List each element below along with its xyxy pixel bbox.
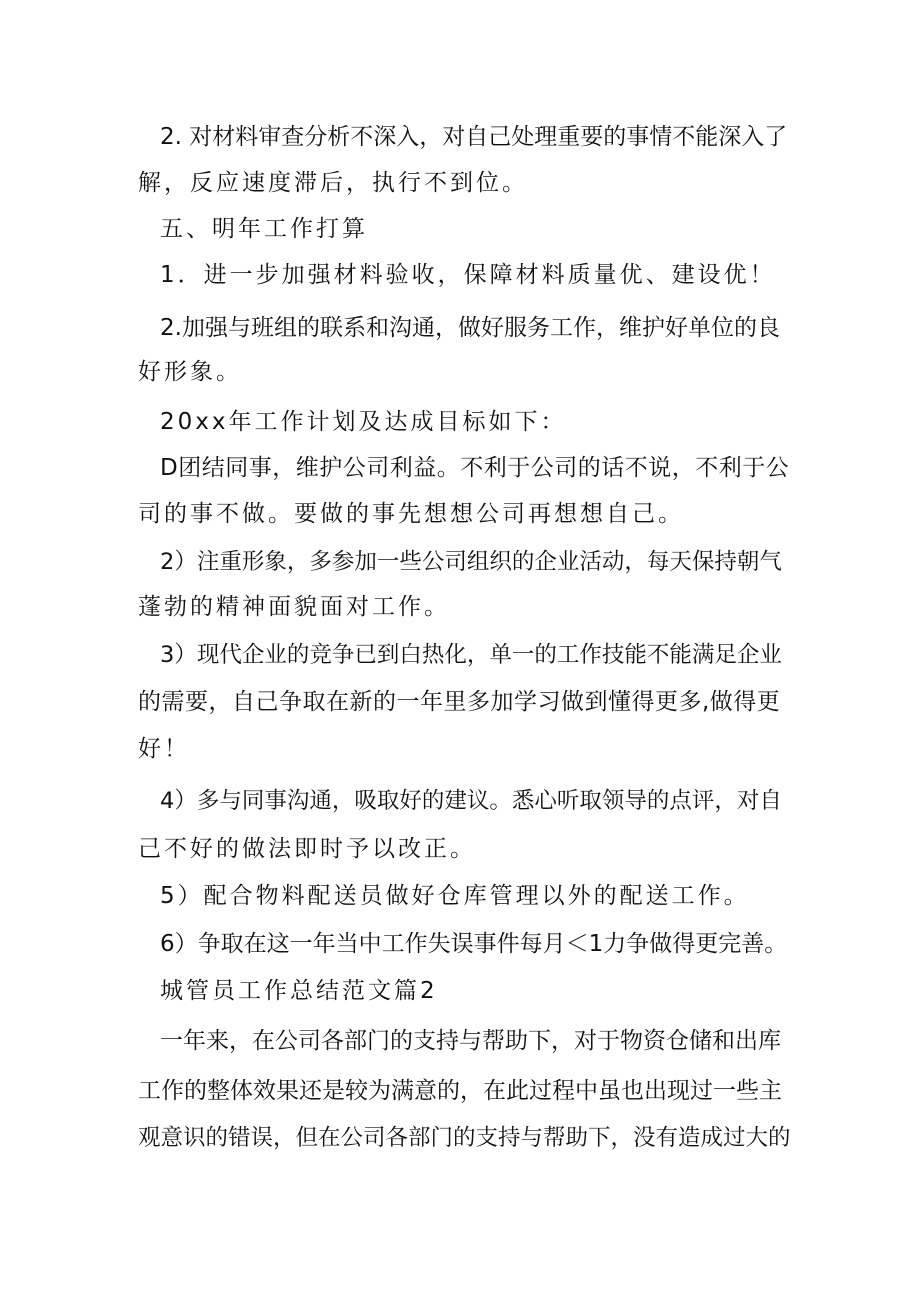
text-line: 司的事不做。要做的事先想想公司再想想自己。 (138, 501, 684, 527)
text-line: 解，反应速度滞后，执行不到位。 (138, 170, 528, 196)
section-heading: 城管员工作总结范文篇2 (160, 978, 438, 1004)
text-line: 6）争取在这一年当中工作失误事件每月＜1力争做得更完善。 (160, 931, 788, 957)
text-line: D团结同事，维护公司利益。不利于公司的话不说，不利于公 (160, 455, 790, 481)
text-line: 3）现代企业的竞争已到白热化，单一的工作技能不能满足企业 (160, 642, 782, 668)
text-line: 蓬勃的精神面貌面对工作。 (138, 594, 450, 620)
text-line: 2. 对材料审查分析不深入，对自己处理重要的事情不能深入了 (160, 124, 788, 150)
text-line: 1．进一步加强材料验收，保障材料质量优、建设优！ (160, 262, 776, 288)
text-line: 好形象。 (138, 359, 242, 385)
text-line: 己不好的做法即时予以改正。 (138, 836, 476, 862)
text-line: 20xx年工作计划及达成目标如下： (160, 409, 567, 435)
text-line: 2.加强与班组的联系和沟通，做好服务工作，维护好单位的良 (160, 315, 780, 341)
text-line: 观意识的错误，但在公司各部门的支持与帮助下，没有造成过大的 (138, 1125, 791, 1151)
text-line: 工作的整体效果还是较为满意的，在此过程中虽也出现过一些主 (138, 1078, 782, 1104)
text-line: 4）多与同事沟通，吸取好的建议。悉心听取领导的点评，对自 (160, 788, 782, 814)
section-heading: 五、明年工作打算 (160, 216, 368, 242)
text-line: 的需要，自己争取在新的一年里多加学习做到懂得更多,做得更 (138, 689, 781, 715)
text-line: 5）配合物料配送员做好仓库管理以外的配送工作。 (160, 883, 750, 909)
text-line: 好！ (138, 736, 190, 762)
text-line: 一年来，在公司各部门的支持与帮助下，对于物资仓储和出库 (160, 1028, 781, 1054)
text-line: 2）注重形象，多参加一些公司组织的企业活动，每天保持朝气 (160, 549, 782, 575)
